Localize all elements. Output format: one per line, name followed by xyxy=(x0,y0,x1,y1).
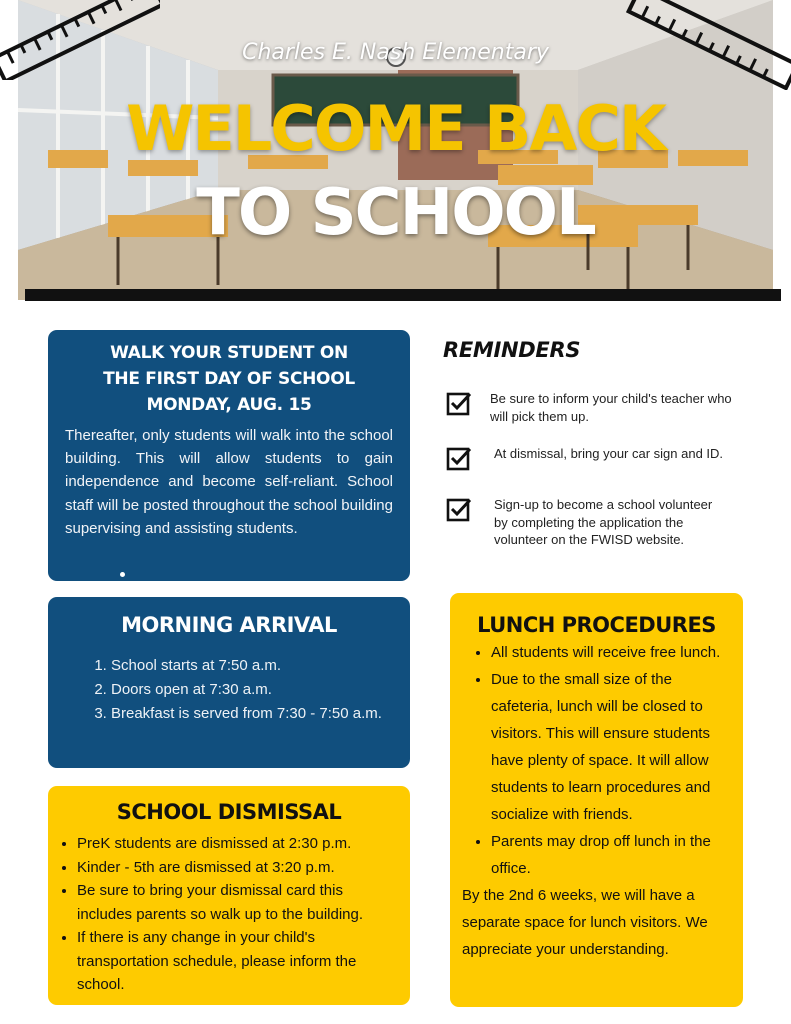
checkbox-checked-icon xyxy=(446,496,472,522)
dismissal-list xyxy=(62,832,396,997)
arrival-item: 1. School starts at 7:50 a.m. xyxy=(111,654,393,678)
dismissal-item: • If there is any change in your child's transportation schedule, please inform the school. xyxy=(77,926,396,997)
arrival-item: 2. Doors open at 7:30 a.m. xyxy=(111,678,393,702)
hero-bottom-bar xyxy=(25,289,781,301)
title-welcome-back: WELCOME BACK xyxy=(126,92,665,165)
lunch-procedures-card xyxy=(450,593,743,1007)
arrival-heading: MORNING ARRIVAL xyxy=(121,613,337,637)
dismissal-item: • Be sure to bring your dismissal card this includes parents so walk up to the building. xyxy=(77,879,396,926)
walk-student-card xyxy=(48,330,410,581)
dismissal-item: • PreK students are dismissed at 2:30 p.m. xyxy=(77,832,396,856)
lunch-footer: By the 2nd 6 weeks, we will have a separate space for lunch visitors. We appreciate your understanding. xyxy=(462,887,708,958)
reminder-text: At dismissal, bring your car sign and ID. xyxy=(494,446,724,461)
dismissal-item: • Kinder - 5th are dismissed at 3:20 p.m. xyxy=(77,856,396,880)
lunch-heading: LUNCH PROCEDURES xyxy=(477,613,716,637)
walk-heading-line3: MONDAY, AUG. 15 xyxy=(146,395,312,415)
dismissal-heading: SCHOOL DISMISSAL xyxy=(116,800,342,824)
reminders-title: REMINDERS xyxy=(443,338,581,362)
lunch-item: • All students will receive free lunch. xyxy=(491,639,731,666)
lunch-list xyxy=(462,639,731,882)
checkbox-checked-icon xyxy=(446,445,472,471)
checkbox-checked-icon xyxy=(446,390,472,416)
title-to-school: TO SCHOOL xyxy=(196,176,595,250)
school-name: Charles E. Nash Elementary xyxy=(242,40,549,65)
lunch-item: • Due to the small size of the cafeteria, lunch will be closed to visitors. This will ensure students have plenty of space. It will allow students to learn procedures and socialize with friends. xyxy=(491,666,731,828)
morning-arrival-card xyxy=(48,597,410,768)
walk-card-heading xyxy=(65,340,393,418)
walk-heading-line2: THE FIRST DAY OF SCHOOL xyxy=(103,369,355,389)
walk-card-body: Thereafter, only students will walk into the school building. This will allow students to gain independence and become self-reliant. School staff will be posted throughout the school building supervising and assisting students. xyxy=(65,427,393,537)
reminder-text: Sign-up to become a school volunteer by completing the application the volunteer on the FWISD website. xyxy=(494,497,713,547)
walk-heading-line1: WALK YOUR STUDENT ON xyxy=(110,343,348,363)
empty-bullet-dot xyxy=(120,572,125,577)
school-dismissal-card xyxy=(48,786,410,1005)
arrival-list xyxy=(65,654,393,726)
arrival-item: 3. Breakfast is served from 7:30 - 7:50 a.m. xyxy=(111,702,393,726)
lunch-item: • Parents may drop off lunch in the office. xyxy=(491,828,731,882)
reminder-text: Be sure to inform your child's teacher who will pick them up. xyxy=(490,391,732,424)
